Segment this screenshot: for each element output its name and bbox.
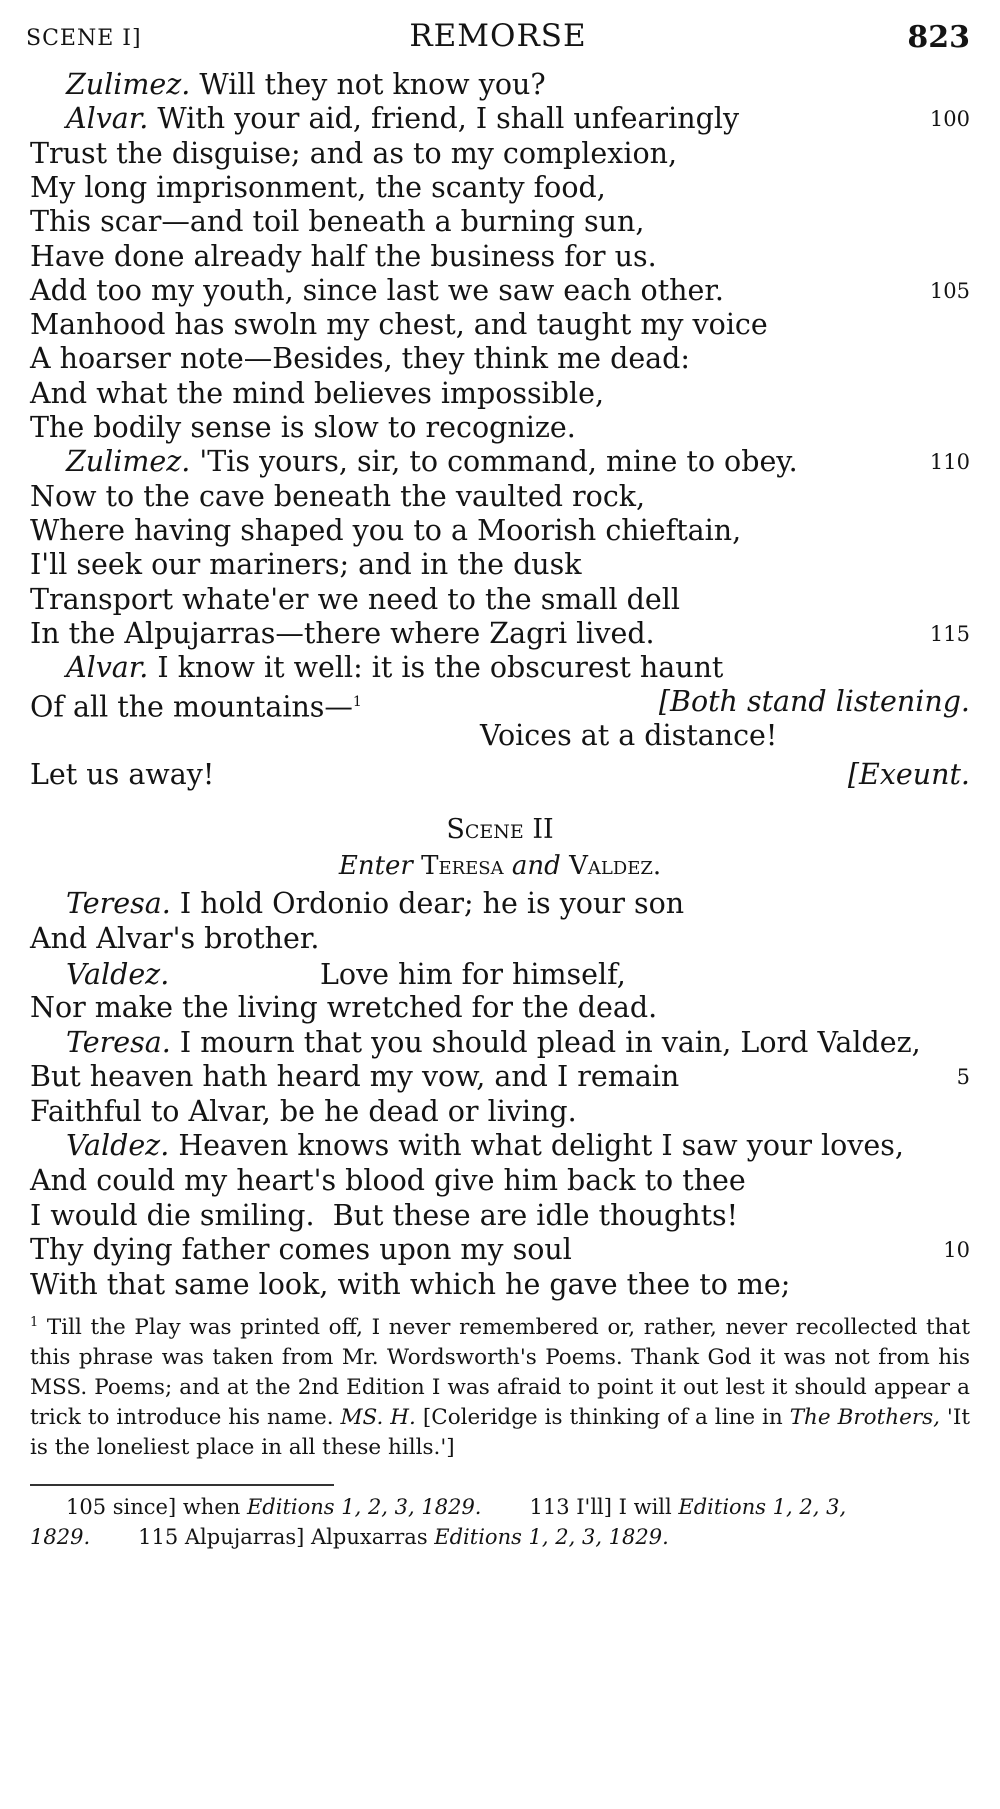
stage-direction-exeunt: [Exeunt. [847,758,970,791]
verse-text: And what the mind believes impossible, [30,376,605,410]
page-number: 823 [907,20,970,55]
verse-text: I hold Ordonio dear; he is your son [170,887,685,920]
running-head [26,16,970,60]
voices-line: Voices at a distance! [480,719,778,752]
verse-text: With that same look, with which he gave thee to me; [30,1267,791,1301]
verse-text: Heaven knows with what delight I saw your loves, [169,1129,904,1163]
verse-text: Will they not know you? [190,68,546,101]
line-number: 105 [929,278,970,303]
critical-notes-line-2 [30,1522,970,1552]
verse-text: Where having shaped you to a Moorish chieftain, [30,513,742,547]
verse-line [30,755,970,795]
verse-text: A hoarser note—Besides, they think me dead: [30,342,691,376]
verse-text: And could my heart's blood give him back to thee [30,1164,746,1197]
note-text: 105 since] when [66,1495,247,1519]
verse-text: Manhood has swoln my chest, and taught my voice [30,308,768,342]
verse-text: This scar—and toil beneath a burning sun, [30,205,645,239]
footnote [30,1308,970,1463]
critical-notes-line-1 [30,1492,970,1522]
editions-ref: Editions 1, 2, 3, 1829. [246,1495,482,1519]
verse-line [30,1265,970,1305]
line-number: 10 [943,1238,970,1263]
verse-text: Transport whate'er we need to the small dell [30,582,680,616]
speaker-name: Alvar. [66,651,149,685]
footnote-text-2: [Coleridge is thinking of a line in [422,1405,783,1431]
speaker-name: Zulimez. [66,445,191,479]
verse-text: 'Tis yours, sir, to command, mine to obey. [190,445,798,479]
verse-text: My long imprisonment, the scanty food, [30,170,606,204]
editions-ref: Editions 1, 2, 3, 1829. [434,1525,669,1549]
footnote-marker: 1 [352,694,362,710]
verse-text: Let us away! [30,758,215,791]
stage-direction: [Both stand listening. [658,685,970,718]
verse-text: I'll seek our mariners; and in the dusk [30,548,582,582]
verse-text: Nor make the living wretched for the dead. [30,991,658,1024]
verse-text: Add too my youth, since last we saw each other. [30,273,724,307]
verse-text: And Alvar's brother. [30,922,320,955]
verse-text: In the Alpujarras—there where Zagri lived. [30,616,655,650]
speaker-name: Teresa. [66,887,171,920]
footnote-ms: MS. H. [340,1405,416,1431]
verse-text: I mourn that you should plead in vain, Lord Valdez, [170,1025,921,1059]
verse-text: The bodily sense is slow to recognize. [30,411,576,444]
footnote-number: 1 [30,1315,39,1330]
speaker-name: Zulimez. [66,68,191,101]
entry-direction: Enter Teresa and Valdez. [338,851,662,881]
footnote-rule [30,1484,334,1486]
footnote-text: Till the Play was printed off, I never remembered or, rather, never recollected that this phrase was taken from Mr. Wordsworth's Poems. Thank God it was not from his MSS. Poems; and at the 2nd Edition I was afraid to point it out lest it should appear a trick to introduce his name. [30,1315,970,1431]
speaker-name: Valdez. [66,1129,170,1163]
critical-notes [30,1492,970,1552]
verse-text: Now to the cave beneath the vaulted rock, [30,479,646,513]
note-text: 113 I'll] I will [529,1495,679,1519]
speaker-name: Teresa. [66,1025,171,1059]
footnote-text-3: 'It is the loneliest place in all these hills.'] [30,1405,970,1461]
footnote-work: The Brothers, [789,1405,940,1431]
running-title: REMORSE [409,18,587,54]
editions-ref: 1829. [30,1525,91,1549]
line-number: 5 [956,1065,970,1090]
verse-line [30,919,970,959]
line-number: 100 [929,107,970,132]
scene-heading: Scene II [446,814,554,845]
verse-text: I would die smiling. But these are idle thoughts! [30,1198,739,1232]
verse-text: Love him for himself, [320,958,626,991]
verse-line [30,716,970,756]
verse-line [30,884,970,924]
verse-text: I know it well: it is the obscurest haunt [148,651,724,685]
verse-text: Of all the mountains— [30,690,353,724]
editions-ref: Editions 1, 2, 3, [678,1495,847,1519]
verse-text: Faithful to Alvar, be he dead or living. [30,1094,577,1128]
verse-text: With your aid, friend, I shall unfearingly [148,102,740,136]
note-text: 115 Alpujarras] Alpuxarras [138,1525,435,1549]
verse-text: Thy dying father comes upon my soul [30,1233,572,1267]
line-number: 110 [929,450,970,475]
verse-text: Have done already half the business for us. [30,239,657,273]
verse-text: Trust the disguise; and as to my complexion, [30,136,678,170]
line-number: 115 [929,621,970,646]
verse-text: But heaven hath heard my vow, and I remain [30,1060,680,1094]
speaker-name: Alvar. [66,102,149,136]
scene-marker: SCENE I] [26,26,142,51]
speaker-name: Valdez. [66,958,170,991]
